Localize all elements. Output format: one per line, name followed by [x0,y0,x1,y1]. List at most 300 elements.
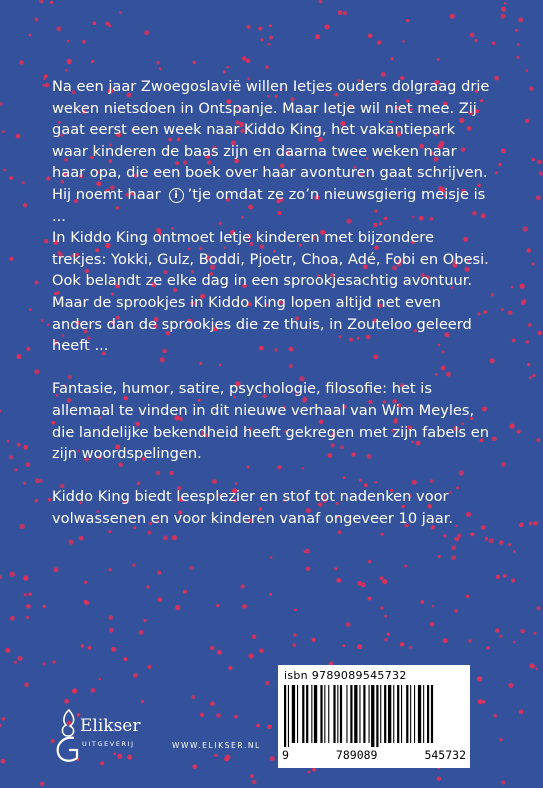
dot [270,556,273,559]
dot [508,683,513,688]
dot [292,643,296,647]
dot [334,567,337,570]
dot [39,479,42,482]
dot [466,595,470,599]
dot [67,59,72,64]
dot [18,656,23,661]
dot [0,724,2,727]
dot [9,455,13,459]
dot [432,605,435,608]
dot [343,11,347,15]
dot [0,102,3,106]
dot [512,338,516,342]
dot [34,18,38,22]
dot [252,780,257,785]
barcode-bar [393,685,394,743]
dot [391,57,394,60]
dot [5,648,10,653]
dot [147,531,151,535]
dot [381,533,384,536]
publisher-emblem-icon [52,706,86,766]
dot [79,536,84,541]
dot [420,600,424,604]
dot [82,40,86,44]
dot [45,83,50,88]
dot [246,58,251,63]
barcode-bar [328,685,329,743]
dot [132,564,135,567]
barcode-bar [369,685,370,743]
dot [193,61,197,65]
barcode-bar [410,685,411,743]
dot [404,565,407,568]
dot [511,578,515,582]
back-cover-blurb [52,76,492,529]
dot [319,0,323,3]
dot [437,777,441,781]
dot [402,40,405,43]
dot [1,759,6,764]
dot [324,24,329,29]
dot [342,644,345,647]
dot [16,134,21,139]
dot [532,374,535,377]
dot [216,713,221,718]
dot [451,555,456,560]
dot [26,604,31,609]
dot [519,709,524,714]
dot [485,537,489,541]
dot [216,604,220,608]
dot [520,284,525,289]
dot [503,574,507,578]
dot [93,21,97,25]
dot [368,597,372,601]
dot [23,482,26,485]
dot [91,688,96,693]
dot [501,148,506,153]
dot [269,36,273,40]
dot [454,537,459,542]
dot [2,130,5,133]
dot [501,308,504,311]
dot [268,43,271,46]
dot [143,619,146,622]
dot [192,765,197,770]
barcode-bar [320,685,322,743]
dot [357,644,362,649]
dot [56,26,61,31]
dot [532,158,535,161]
dot [44,74,48,78]
dot [217,650,222,655]
dot [85,601,90,606]
dot [256,724,260,728]
dot [84,581,87,584]
dot [24,593,27,596]
barcode-bar [324,685,325,743]
dot [109,628,114,633]
barcode-bar [350,685,352,743]
dot [68,539,73,544]
dot [26,462,31,467]
dot [139,630,144,635]
barcode-bar [346,685,347,743]
dot [501,780,505,784]
dot [190,566,194,570]
dot [357,581,362,586]
dot [210,701,215,706]
dot [517,43,520,46]
dot [525,119,529,123]
dot [0,575,2,579]
isbn-barcode [278,665,470,768]
dot [7,440,10,443]
dot [499,635,502,638]
dot [46,176,50,180]
dot [4,169,7,172]
dot [521,300,526,305]
dot [336,578,341,583]
dot [23,203,28,208]
dot [248,653,253,658]
dot [24,683,29,688]
dot [108,530,111,533]
dot [108,568,111,571]
dot [533,632,536,635]
dot [225,755,230,760]
dot [43,662,46,665]
publisher-name: Elikser [80,716,141,736]
dot [242,604,247,609]
dot [311,638,315,642]
barcode-bar [406,685,408,743]
dot [242,56,246,60]
dot [158,597,163,602]
isbn-label: isbn 9789089545732 [284,669,407,682]
dot [258,26,262,30]
barcode-bar [292,685,295,743]
dot [536,668,539,671]
dot [246,25,250,29]
dot [409,646,412,649]
dot [23,445,28,450]
dot [515,29,518,32]
dot [267,725,271,729]
dot [42,84,45,87]
barcode-bar [302,685,304,743]
dot [499,540,503,544]
dot [536,438,540,442]
dot [0,410,1,413]
barcode-bar [414,685,415,743]
dot [504,2,507,5]
dot [2,717,5,720]
dot [91,60,94,63]
dot [48,498,52,502]
dot [519,523,524,528]
dot [40,782,45,787]
dot [175,605,180,610]
dot [468,639,471,642]
dot [16,354,21,359]
dot [303,550,306,553]
dot [498,163,501,166]
dot [111,647,116,652]
dot [172,535,177,540]
dot [529,87,533,91]
dot [526,69,529,72]
dot [400,642,405,647]
dot [52,660,55,663]
blurb-paragraph-2: In Kiddo King ontmoet Ietje kinderen met bijzondere trekjes: Yokki, Gulz, Boddi, Pjoetr, Choa, Adé, Fobi en Obesi. Ook belandt ze elke dag in een sprookjesachtig avontuur. Maar de sprookjes in Kiddo King lopen altijd net even anders dan de sprookjes die ze thuis, in Zouteloo geleerd heeft ... [52,229,489,355]
publisher-logo [52,706,162,766]
dot [387,633,390,636]
dot [99,678,102,681]
dot [269,24,272,27]
dot [338,530,342,534]
barcode-bar [337,685,338,743]
dot [9,257,13,261]
dot [492,436,497,441]
dot [156,61,159,64]
info-circle-icon: i [169,188,184,203]
dot [495,628,499,632]
dot [65,69,68,72]
dot [29,308,32,311]
dot [47,323,50,326]
barcode-bars [284,685,464,747]
dot [384,615,387,618]
barcode-bar [418,685,421,743]
dot [260,38,263,41]
barcode-bar [333,685,335,743]
dot [516,56,519,59]
dot [23,575,28,580]
barcode-bar [388,685,391,743]
barcode-bar [376,685,378,747]
dot [146,585,149,588]
dot [509,423,514,428]
barcode-bar [288,685,289,747]
dot [368,560,372,564]
dot [34,499,38,503]
dot [477,676,482,681]
dot [450,14,455,19]
barcode-bar [311,685,312,743]
dot [294,608,297,611]
dot [368,34,373,39]
dot [500,14,505,19]
dot [379,576,383,580]
dot [157,571,161,575]
dot [72,688,77,693]
blurb-paragraph-1: Na een jaar Zwoegoslavië willen Ietjes ouders dolgraag drie weken nietsdoen in Ontspanje. Maar Ietje wil niet mee. Zij gaat eerst een week naar Kiddo King, het vakantiepark waar kinderen de baas zijn en daarna twee weken naar haar opa, die een boek over haar avonturen gaat schrijven. Hij noemt haar i ’tje omdat ze zo’n nieuwsgierig meisje is ... [52,78,490,225]
barcode-bar [427,685,429,743]
dot [539,171,543,175]
dot [443,638,448,643]
barcode-bar [297,685,298,743]
dot [223,70,226,73]
dot [26,616,29,619]
dot [9,176,13,180]
dot [183,590,187,594]
barcode-bar [314,685,317,743]
dot [511,286,514,289]
dot [54,567,59,572]
dot [520,629,524,633]
dot [536,195,541,200]
dot [532,263,535,266]
dot [67,40,70,43]
barcode-bar [359,685,360,743]
dot [124,657,128,661]
dot [87,646,91,650]
dot [250,774,254,778]
dot [308,771,311,774]
dot [529,376,532,379]
dot [159,67,162,70]
dot [499,738,502,741]
barcode-bar [354,685,357,743]
dot [269,593,272,596]
dot [227,66,230,69]
dot [28,593,32,597]
dot [14,661,17,664]
dot [81,644,85,648]
dot [200,713,204,717]
dot [384,638,388,642]
dot [486,646,490,650]
dot [44,239,48,243]
dot [148,665,152,669]
barcode-bar [401,685,402,743]
dot [191,695,195,699]
dot [41,319,44,322]
dot [133,673,138,678]
dot [525,340,529,344]
dot [144,30,149,35]
dot [495,171,498,174]
blurb-paragraph-3: Fantasie, humor, satire, psychologie, filosofie: het is allemaal te vinden in dit nieuwe verhaal van Wim Meyles, die landelijke bekendheid heeft gekregen met zijn fabels en zijn woordspelingen. [52,380,489,463]
dot [438,555,441,558]
dot [259,648,264,653]
dot [346,622,351,627]
barcode-bar [284,685,286,747]
dot [470,33,475,38]
dot [513,641,516,644]
dot [141,700,144,703]
dot [523,226,528,231]
barcode-bar [397,685,399,743]
dot [34,369,39,374]
barcode-bar [363,685,365,743]
dot [470,532,474,536]
barcode-bar [431,685,433,743]
dot [496,575,500,579]
dot [312,768,316,772]
dot [26,347,30,351]
dot [210,646,215,651]
dot [493,714,497,718]
dot [234,715,238,719]
barcode-bar [340,685,342,743]
dot [265,681,270,686]
dot [338,10,343,15]
dot [270,756,275,761]
isbn-digits: 9 789089 545732 [282,748,466,762]
dot [508,310,513,315]
dot [489,538,494,543]
dot [529,522,533,526]
dot [10,616,15,621]
dot [454,609,458,613]
dot [119,11,122,14]
dot [108,24,111,27]
barcode-bar [306,685,308,743]
dot [10,572,15,577]
dot [451,545,456,550]
dot [265,65,269,69]
dot [508,543,511,546]
dot [406,19,409,22]
dot [513,550,516,553]
dot [380,606,383,609]
publisher-website: WWW.ELIKSER.NL [172,741,261,750]
dot [430,622,435,627]
blurb-paragraph-4: Kiddo King biedt leesplezier en stof tot nadenken voor volwassenen en voor kinderen vanaf ongeveer 10 jaar. [52,488,453,527]
dot [214,754,218,758]
dot [530,664,533,667]
dot [474,39,477,42]
dot [252,635,257,640]
dot [527,248,531,252]
dot [382,579,387,584]
dot [527,363,530,366]
dot [533,521,537,525]
dot [501,462,506,467]
dot [35,281,39,285]
publisher-subtitle: UITGEVERIJ [82,740,135,748]
dot [536,606,540,610]
dot [19,524,24,529]
dot [315,34,320,39]
dot [494,76,499,81]
dot [43,605,46,608]
dot [14,468,17,471]
dot [39,0,43,3]
dot [377,40,382,45]
barcode-bar [423,685,424,743]
dot [29,34,32,37]
dot [306,567,310,571]
dot [64,699,69,704]
dot [501,6,506,11]
dot [19,60,23,64]
dot [240,584,244,588]
dot [108,615,113,620]
barcode-bar [384,685,386,743]
dot [518,18,523,23]
barcode-bar [371,685,374,747]
dot [492,41,496,45]
dot [517,430,521,434]
dot [22,181,25,184]
dot [228,666,232,670]
dot [528,323,532,327]
dot [482,700,486,704]
dot [443,534,447,538]
